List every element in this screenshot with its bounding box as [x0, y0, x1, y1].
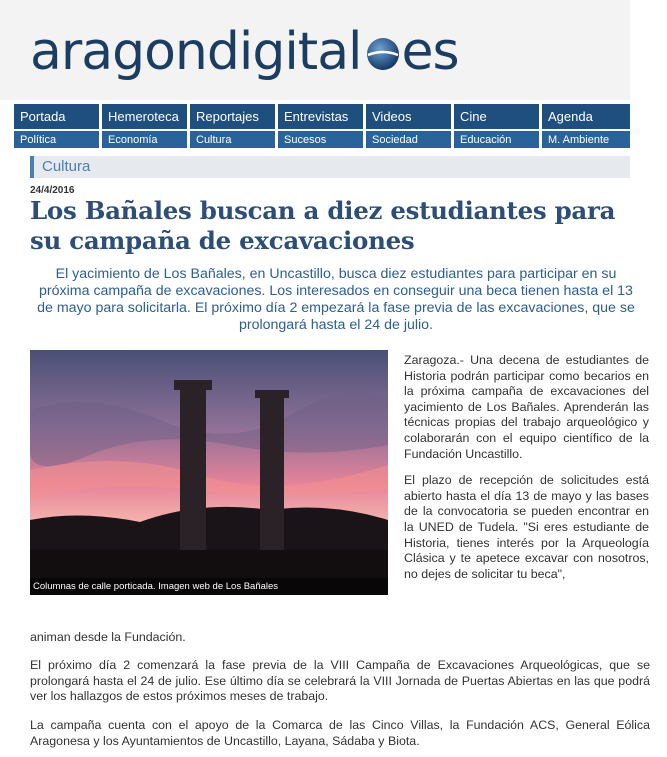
nav-item-medio-ambiente[interactable]: M. Ambiente	[542, 129, 630, 148]
logo-main-text: aragondigital	[30, 22, 362, 82]
nav-item-sociedad[interactable]: Sociedad	[366, 129, 454, 148]
article-date: 24/4/2016	[30, 185, 75, 196]
paragraph-2: El plazo de recepción de solicitudes está abierto hasta el día 13 de mayo y las bases de la convocatoria se pueden encontrar en la UNED de Tudela. "Si eres estudiante de Historia, tienes interés por la Arqueología Clásica y te apetece excavar con nosotros, no dejes de solicitar tu beca",	[404, 473, 649, 581]
section-label-bar	[30, 156, 630, 178]
nav-secondary	[14, 129, 630, 148]
article-lead: El yacimiento de Los Bañales, en Uncastillo, busca diez estudiantes para participar en su próxima campaña de excavaciones. Los interesados en conseguir una beca tienen hasta el 13 de mayo para solicitarla. El próximo día 2 empezará la fase previa de las excavaciones, que se prolongará hasta el 24 de julio.	[37, 266, 635, 333]
paragraph-2-end: animan desde la Fundación.	[30, 630, 186, 644]
logo-suffix-text: es	[401, 22, 459, 82]
paragraph-3: El próximo día 2 comenzará la fase previa de la VIII Campaña de Excavaciones Arqueológicas, que se prolongará hasta el 24 de julio. Ese último día se celebrará la VIII Jornada de Puertas Abiertas en las que podrá ver los hallazgos de estos próximos meses de trabajo.	[30, 658, 650, 704]
section-label[interactable]: Cultura	[42, 158, 91, 175]
nav-item-politica[interactable]: Política	[14, 129, 102, 148]
article-photo[interactable]	[30, 350, 388, 595]
site-header	[0, 0, 630, 100]
nav-item-cultura[interactable]: Cultura	[190, 129, 278, 148]
nav-item-portada[interactable]: Portada	[14, 104, 102, 129]
nav-item-sucesos[interactable]: Sucesos	[278, 129, 366, 148]
paragraph-4: La campaña cuenta con el apoyo de la Comarca de las Cinco Villas, la Fundación ACS, General Eólica Aragonesa y los Ayuntamientos de Uncastillo, Layana, Sádaba y Biota.	[30, 718, 650, 748]
nav-item-educacion[interactable]: Educación	[454, 129, 542, 148]
photo-caption: Columnas de calle porticada. Imagen web de Los Bañales	[30, 578, 388, 595]
article-body-column	[404, 353, 649, 593]
main-navigation	[14, 104, 630, 148]
nav-item-reportajes[interactable]: Reportajes	[190, 104, 278, 129]
nav-item-cine[interactable]: Cine	[454, 104, 542, 129]
nav-primary	[14, 104, 630, 129]
site-logo[interactable]	[30, 22, 459, 82]
columns-sunset-image	[30, 350, 388, 595]
nav-item-entrevistas[interactable]: Entrevistas	[278, 104, 366, 129]
nav-item-agenda[interactable]: Agenda	[542, 104, 630, 129]
globe-icon	[366, 24, 400, 58]
nav-item-economia[interactable]: Economía	[102, 129, 190, 148]
nav-item-videos[interactable]: Videos	[366, 104, 454, 129]
nav-item-hemeroteca[interactable]: Hemeroteca	[102, 104, 190, 129]
paragraph-1: Zaragoza.- Una decena de estudiantes de Historia podrán participar como becarios en la próxima campaña de excavaciones del yacimiento de Los Bañales. Aprenderán las técnicas propias del trabajo arqueológico y colaborarán con el equipo científico de la Fundación Uncastillo.	[404, 353, 649, 461]
article-headline: Los Bañales buscan a diez estudiantes para su campaña de excavaciones	[30, 196, 616, 255]
